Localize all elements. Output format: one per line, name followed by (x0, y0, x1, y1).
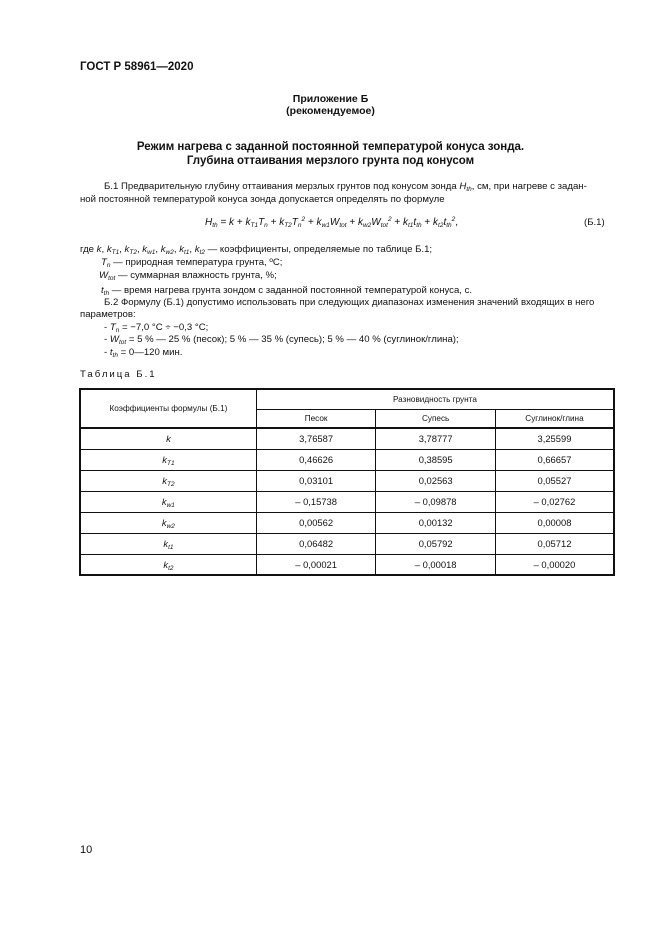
where-line-coefficients: где k, $k_{T1}$, $k_{T2}$, $k_{w1}$, $k_{w2}$, $k_{t1}$, $k_{t2}$ — коэффициенты, определяемые по таблице Б.1; (80, 244, 433, 256)
paragraph-b2-line1: Б.2 Формулу (Б.1) допустимо использовать при следующих диапазонах изменения значений входящих в него (104, 297, 595, 308)
coef-cell: $k_{w2}$ (80, 512, 256, 533)
range-item-tn: - $T_n = -7,0$ °С ÷ −0,3 °С; (104, 322, 209, 334)
coef-cell: k (80, 428, 256, 449)
document-header: ГОСТ Р 58961—2020 (80, 61, 194, 73)
value-cell: 0,66657 (495, 449, 614, 470)
value-cell: 3,78777 (376, 428, 496, 449)
paragraph-b1-line2: ной постоянной температурой конуса зонда допускается определять по формуле (80, 194, 445, 205)
paragraph-b1-line1: Б.1 Предварительную глубину оттаивания мерзлых грунтов под конусом зонда $H_{th}$, см, при нагреве с задан- (104, 181, 587, 193)
coef-cell: $k_{w1}$ (80, 491, 256, 512)
value-cell: – 0,00021 (256, 554, 376, 575)
value-cell: 0,05712 (495, 533, 614, 554)
section-title-line2: Глубина оттаивания мерзлого грунта под конусом (186, 155, 475, 167)
coef-cell: $k_{T1}$ (80, 449, 256, 470)
range-item-tth: - $t_{th}$ = 0—120 мин. (104, 347, 183, 359)
table-caption: Таблица Б.1 (80, 369, 157, 380)
table-row (80, 470, 614, 491)
header-loam-clay: Суглинок/глина (495, 409, 614, 428)
where-line-tth: $t_{th}$ — время нагрева грунта зондом с заданной постоянной температурой конуса, с. (101, 285, 473, 297)
table-row (80, 512, 614, 533)
value-cell: 0,05792 (376, 533, 496, 554)
coef-cell: $k_{t2}$ (80, 554, 256, 575)
value-cell: – 0,00020 (495, 554, 614, 575)
paragraph-b2-line2: параметров: (80, 309, 136, 320)
value-cell: 0,00008 (495, 512, 614, 533)
formula-b1: $H_{th} = k + k_{T1}T_n + k_{T2}T_n^2 + k_{w1}W_{tot} + k_{w2}W_{tot}^2 + k_{t1}t_{th} + k_{t2}t_{th}^2$, (205, 216, 459, 229)
table-row (80, 554, 614, 575)
value-cell: 0,46626 (256, 449, 376, 470)
appendix-status: (рекомендуемое) (286, 105, 375, 117)
value-cell: 3,76587 (256, 428, 376, 449)
value-cell: – 0,15738 (256, 491, 376, 512)
value-cell: 0,05527 (495, 470, 614, 491)
value-cell: – 0,00018 (376, 554, 496, 575)
header-coefficients: Коэффициенты формулы (Б.1) (80, 389, 256, 428)
page-number: 10 (80, 844, 93, 856)
value-cell: 0,00132 (376, 512, 496, 533)
table-row (80, 428, 614, 449)
value-cell: – 0,09878 (376, 491, 496, 512)
header-soil-type: Разновидность грунта (256, 389, 614, 409)
formula-number: (Б.1) (584, 217, 605, 228)
where-line-tn: $T_n$ — природная температура грунта, ºС; (101, 257, 283, 269)
value-cell: 0,06482 (256, 533, 376, 554)
value-cell: 0,38595 (376, 449, 496, 470)
value-cell: 0,00562 (256, 512, 376, 533)
coef-cell: $k_{t1}$ (80, 533, 256, 554)
header-sandy-loam: Супесь (376, 409, 496, 428)
section-title-line1: Режим нагрева с заданной постоянной температурой конуса зонда. (136, 141, 525, 153)
coefficients-table (79, 388, 615, 576)
value-cell: 0,02563 (376, 470, 496, 491)
value-cell: 0,03101 (256, 470, 376, 491)
table-row (80, 491, 614, 512)
table-row (80, 533, 614, 554)
appendix-title: Приложение Б (292, 93, 369, 105)
table-row (80, 449, 614, 470)
header-sand: Песок (256, 409, 376, 428)
range-item-wtot: - $W_{tot} = 5$ % — 25 % (песок); 5 % — 35 % (супесь); 5 % — 40 % (суглинок/глина); (104, 334, 459, 346)
where-line-wtot: $W_{tot}$ — суммарная влажность грунта, %; (99, 270, 277, 282)
value-cell: – 0,02762 (495, 491, 614, 512)
coef-cell: $k_{T2}$ (80, 470, 256, 491)
value-cell: 3,25599 (495, 428, 614, 449)
